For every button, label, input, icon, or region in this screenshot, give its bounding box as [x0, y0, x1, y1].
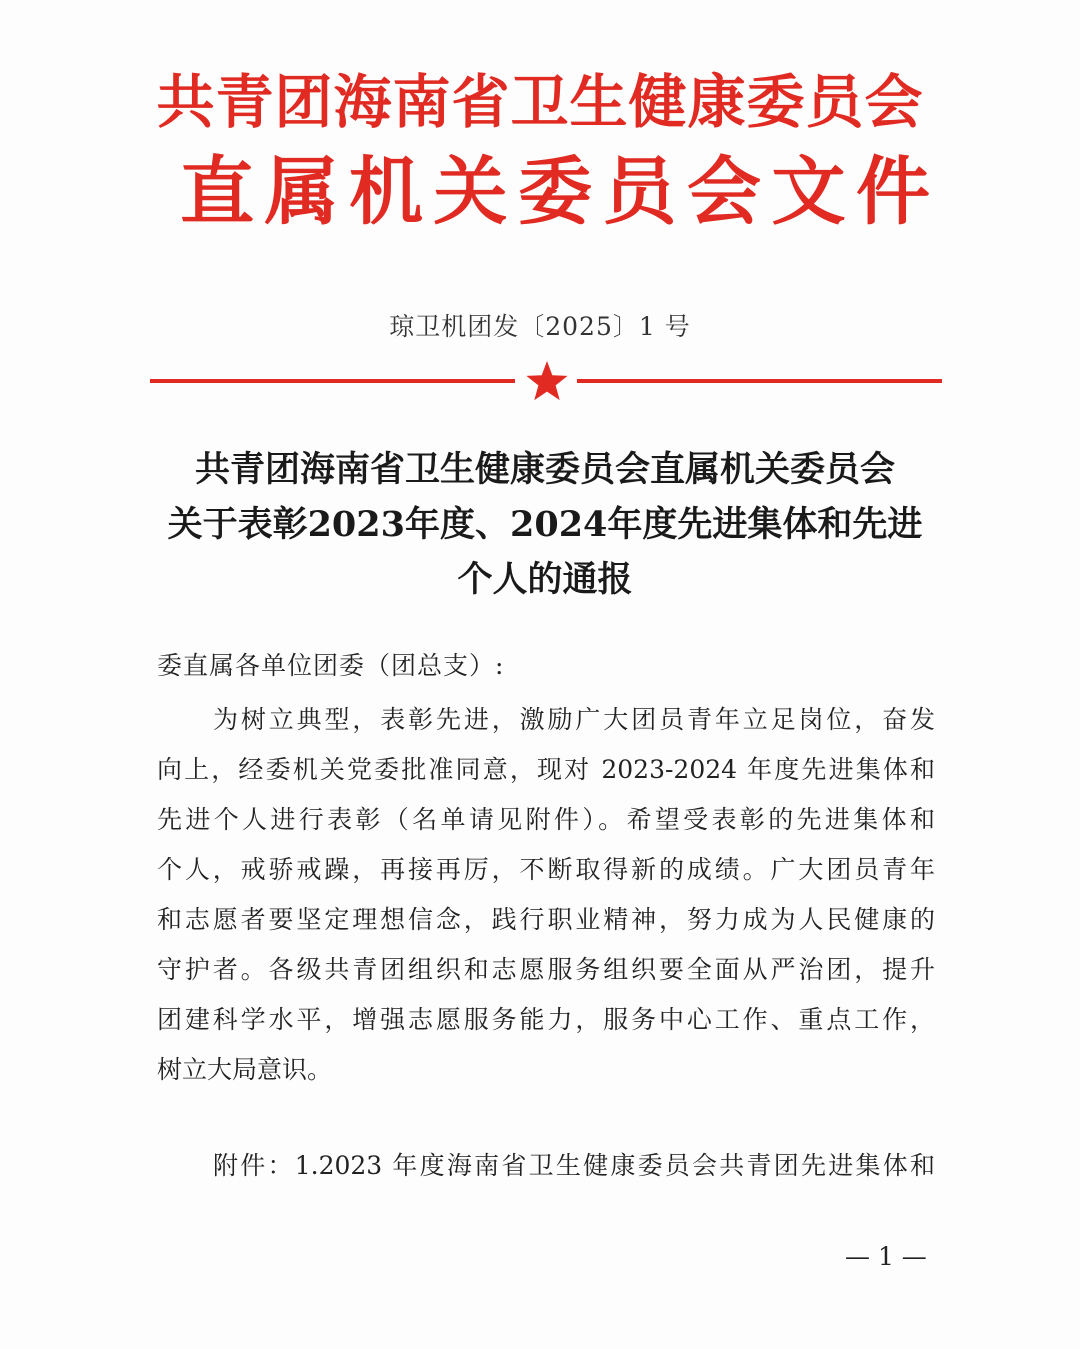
- document-number: 琼卫机团发〔2025〕1 号: [389, 312, 691, 341]
- header-char: 员: [602, 149, 677, 235]
- document-title: [140, 442, 950, 607]
- header-char: 件: [856, 149, 930, 235]
- title-line: 个人的通报: [457, 559, 633, 600]
- body-line: 为树立典型，表彰先进，激励广大团员青年立足岗位，奋发: [213, 705, 935, 734]
- salutation: 委直属各单位团委（团总支）:: [157, 651, 505, 680]
- header-char: 直: [180, 149, 254, 235]
- header-char: 属: [264, 149, 339, 235]
- attachment-line: 附件：1.2023 年度海南省卫生健康委员会共青团先进集体和: [213, 1151, 935, 1180]
- header-char: 文: [771, 149, 846, 235]
- body-line: 守护者。各级共青团组织和志愿服务组织要全面从严治团，提升: [157, 955, 935, 984]
- body-line: 树立大局意识。: [157, 1055, 333, 1084]
- body-line: 先进个人进行表彰（名单请见附件）。希望受表彰的先进集体和: [157, 805, 935, 834]
- separator-rule-left: [150, 379, 515, 383]
- body-line: 和志愿者要坚定理想信念，践行职业精神，努力成为人民健康的: [157, 905, 935, 934]
- page-number: — 1 —: [845, 1242, 927, 1271]
- title-line: 关于表彰2023年度、2024年度先进集体和先进: [167, 504, 923, 545]
- body-line: 个人，戒骄戒躁，再接再厉，不断取得新的成绩。广大团员青年: [157, 855, 935, 884]
- header-char: 会: [687, 149, 761, 235]
- body-line: 向上，经委机关党委批准同意，现对 2023-2024 年度先进集体和: [157, 755, 935, 784]
- header-char: 关: [433, 149, 508, 235]
- issuer-header-line1: 共青团海南省卫生健康委员会: [156, 68, 924, 136]
- header-char: 委: [518, 149, 592, 235]
- separator-rule-right: [577, 379, 942, 383]
- title-line: 共青团海南省卫生健康委员会直属机关委员会: [194, 449, 895, 490]
- issuer-header-line2: [180, 142, 930, 242]
- red-star-icon: [525, 359, 569, 403]
- body-line: 团建科学水平，增强志愿服务能力，服务中心工作、重点工作，: [157, 1005, 935, 1034]
- header-char: 机: [349, 149, 423, 235]
